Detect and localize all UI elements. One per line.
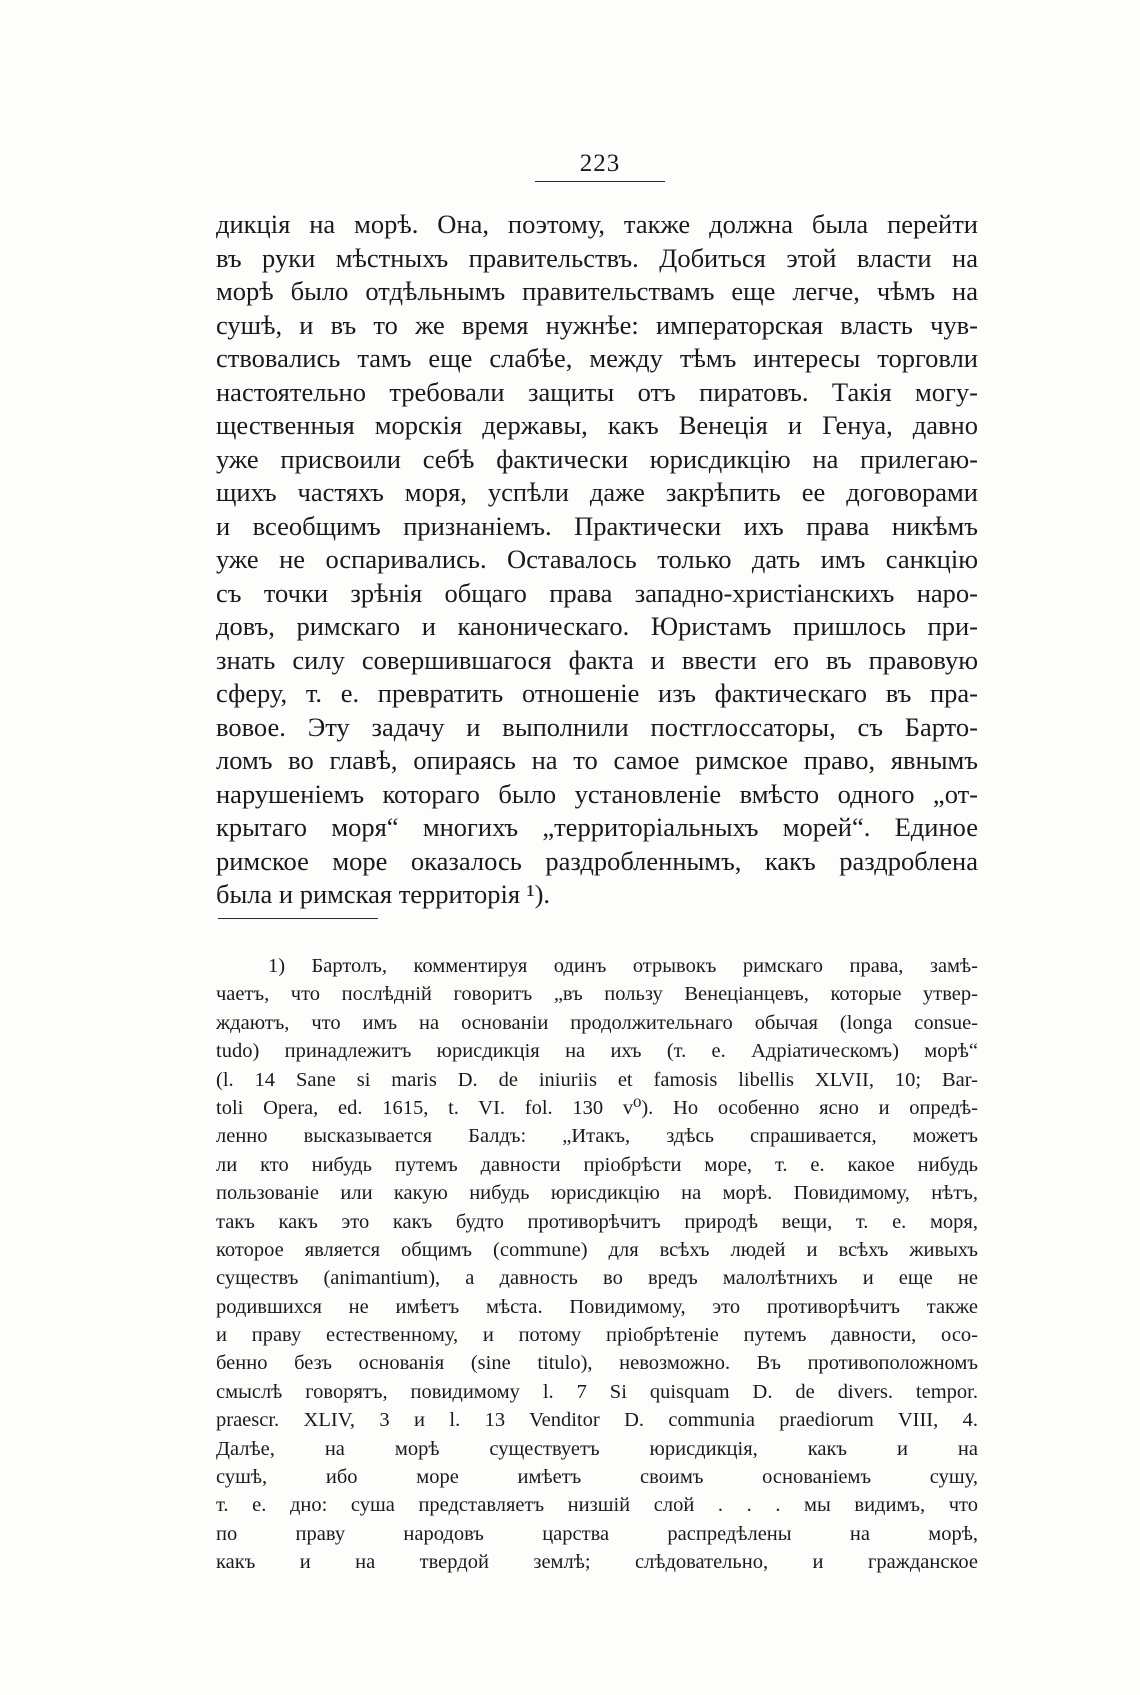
footnote-line: бенно безъ основанія (sine titulo), невозможно. Въ противоположномъ	[216, 1352, 978, 1375]
text-line: римское море оказалось раздробленнымъ, какъ раздроблена	[216, 845, 978, 876]
footnote-line: т. е. дно: суша представляетъ низшій слой . . . мы видимъ, что	[216, 1494, 978, 1517]
footnote-line: сушѣ, ибо море имѣетъ своимъ основаніемъ сушу,	[216, 1466, 978, 1489]
text-line: ствовались тамъ еще слабѣе, между тѣмъ интересы торговли	[216, 343, 978, 373]
text-line: вовое. Эту задачу и выполнили постглоссаторы, съ Барто-	[216, 711, 978, 742]
footnote-line: (l. 14 Sane si maris D. de iniuriis et famosis libellis XLVII, 10; Bar-	[216, 1068, 978, 1091]
footnote-line: какъ и на твердой землѣ; слѣдовательно, и гражданское	[216, 1551, 978, 1574]
text-line: въ руки мѣстныхъ правительствъ. Добиться этой власти на	[216, 242, 978, 273]
text-line: щихъ частяхъ моря, успѣли даже закрѣпить ее договорами	[216, 477, 978, 507]
footnote-line: родившихся не имѣетъ мѣста. Повидимому, это противорѣчитъ также	[216, 1295, 978, 1318]
text-line: настоятельно требовали защиты отъ пиратовъ. Такія могу-	[216, 376, 978, 407]
footnote-line: ли кто нибудь путемъ давности пріобрѣсти море, т. е. какое нибудь	[216, 1153, 978, 1176]
text-line: и всеобщимъ признаніемъ. Практически ихъ права никѣмъ	[216, 510, 978, 541]
footnote-line: ждаютъ, что имъ на основаніи продолжительнаго обычая (longa consue-	[216, 1011, 978, 1034]
footnote-line: которое является общимъ (commune) для всѣхъ людей и всѣхъ живыхъ	[216, 1238, 978, 1261]
footnote-line: ленно высказывается Балдъ: „Итакъ, здѣсь спрашивается, можетъ	[216, 1125, 978, 1148]
footnote-line: смыслѣ говорятъ, повидимому l. 7 Si quisquam D. de divers. tempor.	[216, 1380, 978, 1403]
footnote-line: 1) Бартолъ, комментируя одинъ отрывокъ римскаго права, замѣ-	[268, 955, 978, 977]
text-line: съ точки зрѣнія общаго права западно-христіанскихъ наро-	[216, 577, 978, 608]
text-line: крытаго моря“ многихъ „территоріальныхъ морей“. Единое	[216, 812, 978, 842]
text-line: щественныя морскія державы, какъ Венеція и Генуа, давно	[216, 410, 978, 440]
footnote-line: чаетъ, что послѣдній говоритъ „въ пользу Венеціанцевъ, которые утвер-	[216, 983, 978, 1006]
text-line: сушѣ, и въ то же время нужнѣе: императорская власть чув-	[216, 309, 978, 340]
text-line: уже присвоили себѣ фактически юрисдикцію на прилегаю-	[216, 443, 978, 474]
footnote	[216, 952, 978, 1577]
main-text	[216, 208, 978, 912]
page-number: 223	[535, 150, 665, 182]
text-line: довъ, римскаго и каноническаго. Юристамъ пришлось при-	[216, 611, 978, 641]
text-line: нарушеніемъ котораго было установленіе вмѣсто одного „от-	[216, 778, 978, 809]
text-line: ломъ во главѣ, опираясь на то самое римское право, явнымъ	[216, 745, 978, 775]
text-line: дикція на морѣ. Она, поэтому, также должна была перейти	[216, 209, 978, 239]
text-line: знать силу совершившагося факта и ввести его въ правовую	[216, 644, 978, 675]
footnote-separator	[218, 918, 378, 919]
footnote-line: tudo) принадлежитъ юрисдикція на ихъ (т. е. Адріатическомъ) морѣ“	[216, 1040, 978, 1063]
footnote-line: и праву естественному, и потому пріобрѣтеніе путемъ давности, осо-	[216, 1324, 978, 1347]
text-line: уже не оспаривались. Оставалось только дать имъ санкцію	[216, 544, 978, 574]
footnote-line: существъ (animantium), а давность во вредъ малолѣтнихъ и еще не	[216, 1267, 978, 1290]
footnote-line: praescr. XLIV, 3 и l. 13 Venditor D. communia praediorum VIII, 4.	[216, 1409, 978, 1432]
footnote-line: Далѣе, на морѣ существуетъ юрисдикція, какъ и на	[216, 1437, 978, 1460]
footnote-line: toli Opera, ed. 1615, t. VI. fol. 130 v⁰). Но особенно ясно и опредѣ-	[216, 1096, 978, 1119]
footnote-line: пользованіе или какую нибудь юрисдикцію на морѣ. Повидимому, нѣтъ,	[216, 1182, 978, 1205]
text-line: сферу, т. е. превратить отношеніе изъ фактическаго въ пра-	[216, 678, 978, 708]
footnote-line: по праву народовъ царства распредѣлены на морѣ,	[216, 1522, 978, 1545]
text-line: морѣ было отдѣльнымъ правительствамъ еще легче, чѣмъ на	[216, 276, 978, 306]
text-line: была и римская территорія ¹).	[216, 879, 551, 909]
footnote-line: такъ какъ это какъ будто противорѣчитъ природѣ вещи, т. е. моря,	[216, 1210, 978, 1233]
